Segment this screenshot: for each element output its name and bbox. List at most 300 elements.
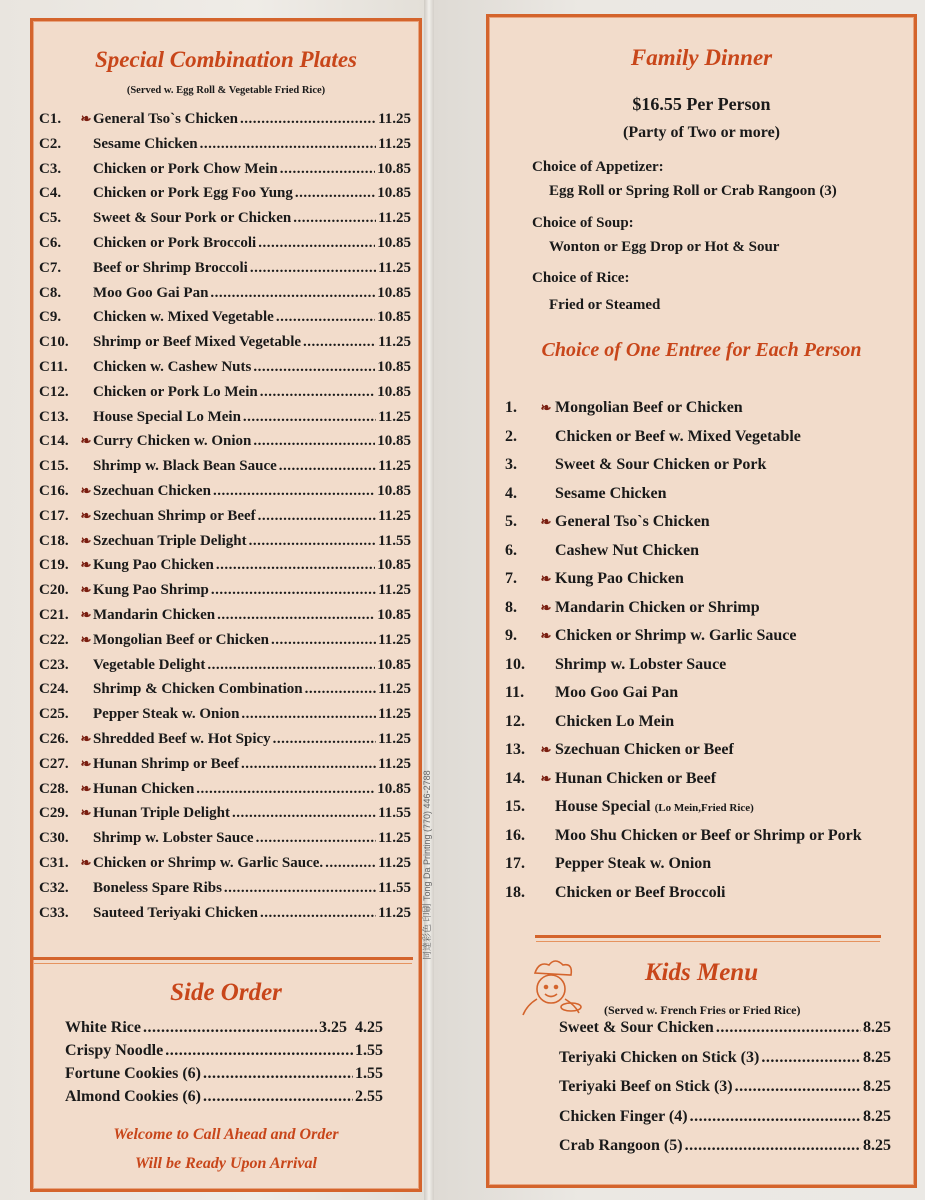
entree-row [505, 485, 667, 503]
combo-row [39, 359, 411, 376]
entree-number: 12. [505, 712, 525, 730]
combo-row [39, 309, 411, 326]
chili-pepper-icon: ❧ [80, 507, 92, 523]
leader-dots [295, 185, 375, 202]
combo-code: C20. [39, 582, 69, 599]
combo-name: Beef or Shrimp Broccoli [93, 259, 248, 276]
side-order-row [65, 1042, 383, 1060]
entree-name: Sesame Chicken [555, 484, 667, 502]
leader-dots [279, 458, 376, 475]
combo-code: C17. [39, 507, 69, 524]
combo-code: C24. [39, 681, 69, 698]
combo-row [39, 111, 411, 128]
combo-row [39, 781, 411, 798]
entree-row [505, 798, 754, 816]
kids-menu-row [559, 1019, 891, 1037]
combo-price: 10.85 [377, 483, 411, 499]
combo-price: 11.25 [378, 135, 411, 152]
combo-name: Shrimp w. Lobster Sauce [93, 830, 254, 847]
entree-number: 14. [505, 769, 525, 787]
entree-number: 7. [505, 570, 517, 587]
combo-row [39, 508, 411, 525]
combo-name: Szechuan Triple Delight [93, 532, 247, 549]
combo-name: Pepper Steak w. Onion [93, 706, 240, 723]
combo-name: Shrimp & Chicken Combination [93, 681, 303, 698]
entree-name: Kung Pao Chicken [555, 570, 684, 587]
entree-name: Chicken or Shrimp w. Garlic Sauce [555, 627, 797, 644]
family-dinner-title: Family Dinner [630, 45, 773, 70]
kids-item-name: Crab Rangoon (5) [559, 1137, 683, 1154]
combo-code: C32. [39, 879, 69, 896]
chili-pepper-icon: ❧ [80, 731, 92, 746]
leader-dots [260, 384, 376, 401]
chili-pepper-icon: ❧ [80, 631, 92, 647]
entree-name: Mongolian Beef or Chicken [555, 399, 743, 416]
leader-dots [735, 1078, 861, 1096]
entree-number: 4. [505, 484, 517, 502]
side-order-name: White Rice [65, 1019, 141, 1036]
entree-number: 1. [505, 399, 517, 416]
entree-row [505, 713, 674, 731]
chili-pepper-icon: ❧ [540, 400, 552, 415]
leader-dots [273, 731, 376, 748]
combo-code: C26. [39, 731, 69, 747]
combo-name: General Tso`s Chicken [93, 111, 239, 127]
chili-pepper-icon: ❧ [540, 571, 552, 586]
combo-code: C16. [39, 483, 69, 499]
leader-dots [303, 334, 376, 351]
combo-name: Sweet & Sour Pork or Chicken [93, 210, 292, 227]
combo-name: Kung Pao Chicken [93, 557, 214, 574]
combo-code: C33. [39, 904, 69, 921]
combo-code: C21. [39, 607, 69, 623]
entree-number: 5. [505, 513, 517, 530]
leader-dots [224, 880, 376, 897]
kids-menu-subtitle: (Served w. French Fries or Fried Rice) [604, 1003, 801, 1017]
leader-dots [280, 161, 376, 178]
entree-row [505, 570, 684, 588]
rice-options: Fried or Steamed [549, 297, 661, 313]
kids-item-name: Chicken Finger (4) [559, 1107, 688, 1125]
printer-credit: 同達彩色 印刷 Tong Da Printing (770) 446-2788 [422, 770, 432, 960]
entree-row [505, 399, 743, 417]
combo-row [39, 855, 411, 872]
combo-name: Curry Chicken w. Onion [93, 433, 252, 450]
combo-code: C1. [39, 111, 62, 127]
combo-name: Sesame Chicken [93, 135, 198, 152]
combo-price: 11.25 [378, 855, 411, 871]
combo-code: C4. [39, 185, 62, 202]
combo-row [39, 384, 411, 401]
side-order-name: Crispy Noodle [65, 1042, 164, 1059]
combo-row [39, 756, 411, 773]
combo-name: Chicken or Pork Broccoli [93, 235, 257, 251]
combo-price: 10.85 [377, 235, 411, 251]
family-dinner-party: (Party of Two or more) [623, 124, 780, 141]
combo-row [39, 731, 411, 748]
leader-dots [305, 681, 376, 698]
entree-name: Chicken Lo Mein [555, 712, 675, 730]
chili-pepper-icon: ❧ [80, 433, 92, 449]
entree-row [505, 513, 710, 531]
entree-row [505, 770, 716, 788]
combo-price: 10.85 [377, 185, 411, 202]
combo-name: Boneless Spare Ribs [93, 879, 222, 896]
kids-item-price: 8.25 [863, 1078, 891, 1095]
combo-code: C10. [39, 334, 69, 351]
combo-price: 11.55 [378, 532, 411, 549]
combo-code: C3. [39, 160, 62, 177]
leader-dots [241, 756, 376, 773]
combo-name: Chicken or Pork Egg Foo Yung [93, 185, 293, 202]
kids-item-price: 8.25 [863, 1137, 891, 1154]
combo-name: Hunan Shrimp or Beef [93, 755, 239, 772]
combo-name: Chicken w. Cashew Nuts [93, 359, 252, 375]
combo-row [39, 210, 411, 227]
combo-row [39, 657, 411, 674]
combo-name: Chicken or Pork Chow Mein [93, 160, 278, 177]
entree-number: 15. [505, 798, 525, 815]
combo-name: Szechuan Shrimp or Beef [93, 507, 256, 524]
combo-price: 11.25 [378, 731, 411, 747]
entree-name: Moo Shu Chicken or Beef or Shrimp or Pork [555, 826, 862, 844]
combo-price: 11.25 [378, 507, 411, 524]
chili-pepper-icon: ❧ [80, 532, 92, 548]
combo-row [39, 557, 411, 574]
soup-label: Choice of Soup: [532, 215, 634, 231]
combo-price: 11.25 [378, 830, 411, 847]
combo-name: Shrimp or Beef Mixed Vegetable [93, 334, 302, 351]
menu-fold [424, 0, 434, 1200]
leader-dots [216, 557, 375, 574]
entree-name: Chicken or Beef w. Mixed Vegetable [555, 427, 801, 445]
combo-row [39, 632, 411, 649]
leader-dots [143, 1019, 317, 1037]
entree-name: Szechuan Chicken or Beef [555, 741, 734, 758]
kids-item-price: 8.25 [863, 1048, 891, 1066]
leader-dots [165, 1042, 353, 1060]
kids-item-name: Sweet & Sour Chicken [559, 1019, 714, 1036]
combo-price: 11.25 [378, 111, 411, 127]
entree-number: 17. [505, 855, 525, 872]
leader-dots [241, 706, 376, 723]
leader-dots [716, 1019, 861, 1037]
combo-code: C8. [39, 284, 62, 301]
kids-item-price: 8.25 [863, 1107, 891, 1125]
combo-row [39, 260, 411, 277]
chili-pepper-icon: ❧ [80, 582, 92, 598]
combo-code: C12. [39, 383, 69, 400]
footer-line-2: Will be Ready Upon Arrival [135, 1155, 317, 1172]
combo-name: Sauteed Teriyaki Chicken [93, 904, 259, 921]
combo-name: Hunan Chicken [93, 780, 195, 797]
leader-dots [260, 905, 376, 922]
entree-row [505, 456, 766, 474]
combo-code: C27. [39, 755, 69, 772]
combo-code: C18. [39, 532, 69, 549]
combo-row [39, 285, 411, 302]
leader-dots [271, 632, 376, 649]
combo-price: 11.25 [378, 755, 411, 772]
entree-row [505, 656, 726, 674]
side-order-row [65, 1019, 383, 1037]
entree-name: House Special [555, 798, 651, 815]
combo-code: C11. [39, 359, 68, 375]
combo-price: 10.85 [377, 160, 411, 177]
chili-pepper-icon: ❧ [80, 780, 92, 796]
combo-row [39, 830, 411, 847]
kids-menu-row [559, 1108, 891, 1126]
combo-name: Mongolian Beef or Chicken [93, 631, 269, 648]
leader-dots [213, 483, 375, 500]
leader-dots [249, 533, 376, 550]
entree-name: Sweet & Sour Chicken or Pork [555, 456, 767, 473]
combo-code: C19. [39, 557, 69, 574]
entree-row [505, 741, 734, 759]
kids-item-name: Teriyaki Beef on Stick (3) [559, 1078, 733, 1095]
combo-name: House Special Lo Mein [93, 408, 241, 425]
entree-number: 2. [505, 427, 517, 445]
side-order-price: 1.55 [355, 1065, 383, 1082]
combo-code: C28. [39, 780, 69, 797]
entree-number: 10. [505, 655, 525, 673]
leader-dots [203, 1065, 353, 1083]
leader-dots [325, 855, 376, 872]
side-order-price: 2.55 [355, 1088, 383, 1105]
rice-label: Choice of Rice: [532, 270, 630, 286]
combo-name: Kung Pao Shrimp [93, 582, 209, 599]
combo-price: 11.55 [378, 805, 411, 822]
combo-code: C25. [39, 706, 69, 723]
combo-name: Moo Goo Gai Pan [93, 284, 209, 301]
leader-dots [211, 582, 376, 599]
entree-name: Cashew Nut Chicken [555, 541, 700, 559]
combo-name: Shredded Beef w. Hot Spicy [93, 731, 271, 747]
leader-dots [217, 607, 375, 624]
leader-dots [207, 657, 375, 674]
chili-pepper-icon: ❧ [540, 628, 552, 643]
combination-panel [30, 18, 422, 1192]
entree-number: 18. [505, 883, 525, 901]
leader-dots [250, 260, 376, 277]
kids-item-price: 8.25 [863, 1019, 891, 1036]
leader-dots [196, 781, 375, 798]
side-order-name: Almond Cookies (6) [65, 1088, 202, 1105]
combo-code: C23. [39, 656, 69, 673]
combo-price: 10.85 [377, 607, 411, 623]
combo-code: C22. [39, 631, 69, 648]
entree-name: Moo Goo Gai Pan [555, 684, 679, 701]
combo-price: 11.25 [378, 904, 411, 921]
combo-row [39, 533, 411, 550]
combo-row [39, 607, 411, 624]
side-order-divider [33, 957, 413, 960]
combo-name: Chicken or Pork Lo Mein [93, 383, 258, 400]
entree-name: Shrimp w. Lobster Sauce [555, 655, 727, 673]
entree-note: (Lo Mein,Fried Rice) [654, 802, 754, 814]
entree-row [505, 855, 711, 873]
combo-row [39, 905, 411, 922]
entree-number: 3. [505, 456, 517, 473]
combo-price: 11.25 [378, 334, 411, 351]
combo-price: 11.25 [378, 631, 411, 648]
combo-price: 10.85 [377, 780, 411, 797]
soup-options: Wonton or Egg Drop or Hot & Sour [549, 239, 780, 255]
combo-row [39, 185, 411, 202]
entree-row [505, 542, 699, 560]
combo-price: 10.85 [377, 656, 411, 673]
entree-number: 16. [505, 826, 525, 844]
combo-code: C15. [39, 458, 69, 475]
combo-code: C29. [39, 805, 69, 822]
leader-dots [200, 136, 376, 153]
combo-price: 10.85 [377, 433, 411, 450]
combo-code: C7. [39, 259, 62, 276]
entree-row [505, 884, 726, 902]
chili-pepper-icon: ❧ [80, 607, 92, 622]
entree-row [505, 684, 678, 702]
kids-menu-row [559, 1137, 891, 1155]
leader-dots [761, 1049, 861, 1067]
combo-price: 10.85 [377, 309, 411, 326]
side-order-row [65, 1088, 383, 1106]
entree-title: Choice of One Entree for Each Person [541, 339, 862, 361]
chili-pepper-icon: ❧ [540, 599, 552, 615]
combo-price: 11.25 [378, 706, 411, 723]
leader-dots [293, 210, 376, 227]
combo-row [39, 458, 411, 475]
combo-row [39, 880, 411, 897]
side-order-name: Fortune Cookies (6) [65, 1065, 201, 1082]
combo-code: C6. [39, 235, 62, 251]
entree-row [505, 827, 862, 845]
chili-pepper-icon: ❧ [80, 855, 92, 870]
combo-code: C30. [39, 830, 69, 847]
combo-price: 10.85 [377, 557, 411, 574]
side-order-title: Side Order [170, 979, 282, 1006]
leader-dots [256, 830, 376, 847]
entree-name: Chicken or Beef Broccoli [555, 883, 726, 901]
combo-name: Shrimp w. Black Bean Sauce [93, 458, 277, 475]
combo-name: Szechuan Chicken [93, 483, 211, 499]
leader-dots [243, 409, 376, 426]
entree-number: 6. [505, 541, 517, 559]
combo-name: Chicken or Shrimp w. Garlic Sauce. [93, 855, 324, 871]
chili-pepper-icon: ❧ [80, 557, 92, 573]
combo-row [39, 483, 411, 500]
appetizer-label: Choice of Appetizer: [532, 159, 664, 175]
footer-line-1: Welcome to Call Ahead and Order [113, 1126, 339, 1143]
leader-dots [276, 309, 375, 326]
leader-dots [253, 433, 375, 450]
entree-number: 11. [505, 684, 525, 701]
combo-price: 11.25 [378, 408, 411, 425]
combo-row [39, 681, 411, 698]
entree-name: Pepper Steak w. Onion [555, 855, 712, 872]
kids-menu-row [559, 1078, 891, 1096]
combo-row [39, 805, 411, 822]
combo-code: C14. [39, 433, 69, 450]
leader-dots [203, 1088, 353, 1106]
leader-dots [258, 508, 376, 525]
combo-price: 11.25 [378, 259, 411, 276]
combination-title: Special Combination Plates [95, 47, 357, 72]
leader-dots [232, 805, 376, 822]
leader-dots [240, 111, 376, 128]
combo-code: C9. [39, 309, 62, 326]
combo-name: Chicken w. Mixed Vegetable [93, 309, 274, 326]
chili-pepper-icon: ❧ [80, 111, 92, 126]
chili-pepper-icon: ❧ [80, 805, 92, 821]
combo-row [39, 706, 411, 723]
combo-code: C5. [39, 210, 62, 227]
leader-dots [685, 1137, 861, 1155]
entree-row [505, 627, 797, 645]
kids-menu-row [559, 1049, 891, 1067]
combo-name: Hunan Triple Delight [93, 805, 230, 822]
side-order-price: 3.25 4.25 [319, 1019, 383, 1036]
entree-name: General Tso`s Chicken [555, 513, 710, 530]
side-order-price: 1.55 [355, 1042, 383, 1059]
combo-row [39, 161, 411, 178]
entree-number: 8. [505, 598, 517, 616]
kids-menu-title: Kids Menu [644, 959, 759, 986]
combo-row [39, 334, 411, 351]
entree-row [505, 428, 801, 446]
entree-name: Mandarin Chicken or Shrimp [555, 598, 760, 616]
family-dinner-price: $16.55 Per Person [632, 94, 771, 114]
combo-name: Vegetable Delight [93, 656, 206, 673]
combo-price: 11.25 [378, 582, 411, 599]
combo-row [39, 136, 411, 153]
family-dinner-panel [486, 14, 917, 1188]
combo-code: C13. [39, 408, 69, 425]
leader-dots [258, 235, 375, 252]
combo-price: 11.25 [378, 681, 411, 698]
combo-price: 10.85 [377, 284, 411, 301]
chili-pepper-icon: ❧ [540, 742, 552, 757]
combination-subtitle: (Served w. Egg Roll & Vegetable Fried Rice) [126, 85, 326, 96]
entree-name: Hunan Chicken or Beef [555, 769, 717, 787]
combo-row [39, 409, 411, 426]
combo-price: 11.25 [378, 458, 411, 475]
combo-price: 10.85 [377, 359, 411, 375]
side-order-row [65, 1065, 383, 1083]
combo-price: 10.85 [377, 383, 411, 400]
chili-pepper-icon: ❧ [80, 755, 92, 771]
combo-name: Mandarin Chicken [93, 607, 216, 623]
leader-dots [253, 359, 375, 376]
combo-row [39, 235, 411, 252]
entree-row [505, 599, 760, 617]
combo-code: C2. [39, 135, 62, 152]
leader-dots [210, 285, 375, 302]
combo-price: 11.25 [378, 210, 411, 227]
leader-dots [690, 1108, 861, 1126]
kids-item-name: Teriyaki Chicken on Stick (3) [559, 1048, 760, 1066]
chili-pepper-icon: ❧ [540, 770, 552, 786]
entree-number: 13. [505, 741, 525, 758]
appetizer-options: Egg Roll or Spring Roll or Crab Rangoon (3) [549, 183, 837, 199]
entree-number: 9. [505, 627, 517, 644]
combo-row [39, 433, 411, 450]
combo-price: 11.55 [378, 879, 411, 896]
combo-code: C31. [39, 855, 69, 871]
kids-divider [535, 935, 881, 938]
combo-row [39, 582, 411, 599]
chili-pepper-icon: ❧ [80, 483, 92, 498]
chili-pepper-icon: ❧ [540, 514, 552, 529]
